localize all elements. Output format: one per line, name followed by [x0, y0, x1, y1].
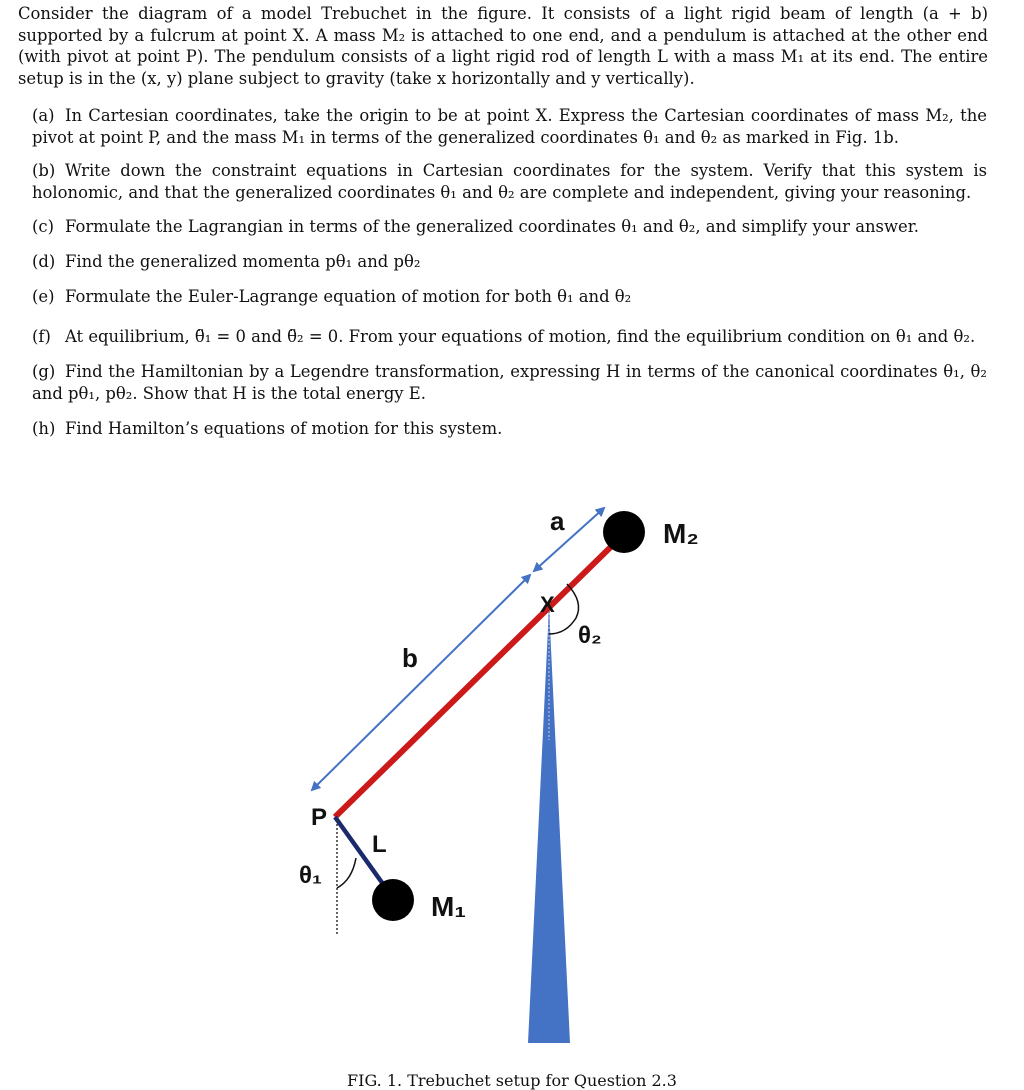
problem-intro: Consider the diagram of a model Trebuchet in the figure. It consists of a light rigid beam of length (a + b) supported by a fulcrum at point X. A mass M₂ is attached to one end, and a pendulum is attached at the other end (with pivot at point P). The pendulum consists of a light rigid rod of length L with a mass M₁ at its end. The entire setup is in the (x, y) plane subject to gravity (take x horizontally and y vertically).	[18, 4, 988, 88]
mass-m2	[603, 511, 645, 553]
label-m2: M₂	[663, 518, 699, 549]
part-label: (a)	[32, 106, 55, 125]
label-theta2: θ₂	[578, 622, 602, 649]
theta1-arc	[337, 858, 356, 888]
part-text: Formulate the Lagrangian in terms of the generalized coordinates θ₁ and θ₂, and simplify your answer.	[65, 217, 919, 236]
label-theta1: θ₁	[299, 862, 322, 889]
label-a: a	[550, 506, 565, 536]
part-text: Find Hamilton’s equations of motion for this system.	[65, 419, 503, 438]
part-text: At equilibrium, θ̈₁ = 0 and θ̈₂ = 0. From your equations of motion, find the equilibrium condition on θ₁ and θ₂.	[65, 327, 976, 346]
part-label: (g)	[32, 362, 56, 381]
part-label: (h)	[32, 419, 56, 438]
part-label: (b)	[32, 161, 56, 180]
part-d	[32, 251, 987, 273]
figure-caption: FIG. 1. Trebuchet setup for Question 2.3	[347, 1071, 677, 1090]
part-label: (d)	[32, 252, 56, 271]
label-x: X	[540, 592, 555, 617]
part-text: Write down the constraint equations in Cartesian coordinates for the system. Verify that this system is holonomic, and that the generalized coordinates θ₁ and θ₂ are complete and independent, giving your reasoning.	[32, 161, 987, 202]
part-e	[32, 286, 987, 308]
part-label: (f)	[32, 327, 51, 346]
part-text: In Cartesian coordinates, take the origin to be at point X. Express the Cartesian coordinates of mass M₂, the pivot at point P, and the mass M₁ in terms of the generalized coordinates θ₁ and θ₂ as marked in Fig. 1b.	[32, 106, 987, 147]
part-g	[32, 361, 987, 404]
part-text: Find the generalized momenta pθ₁ and pθ₂	[65, 252, 421, 271]
beam	[335, 534, 624, 817]
trebuchet-figure	[0, 470, 1024, 1090]
part-c	[32, 216, 987, 238]
part-b	[32, 160, 987, 203]
label-l: L	[372, 831, 387, 858]
part-f	[32, 326, 987, 348]
part-label: (c)	[32, 217, 54, 236]
part-text: Find the Hamiltonian by a Legendre transformation, expressing H in terms of the canonical coordinates θ₁, θ₂ and pθ₁, pθ₂. Show that H is the total energy E.	[32, 362, 987, 403]
part-label: (e)	[32, 287, 55, 306]
dimension-b-arrow	[312, 575, 530, 790]
part-a	[32, 105, 987, 148]
label-p: P	[311, 804, 328, 831]
part-h	[32, 418, 987, 440]
label-b: b	[402, 643, 418, 673]
mass-m1	[372, 879, 414, 921]
label-m1: M₁	[431, 891, 466, 922]
part-text: Formulate the Euler-Lagrange equation of motion for both θ₁ and θ₂	[65, 287, 632, 306]
